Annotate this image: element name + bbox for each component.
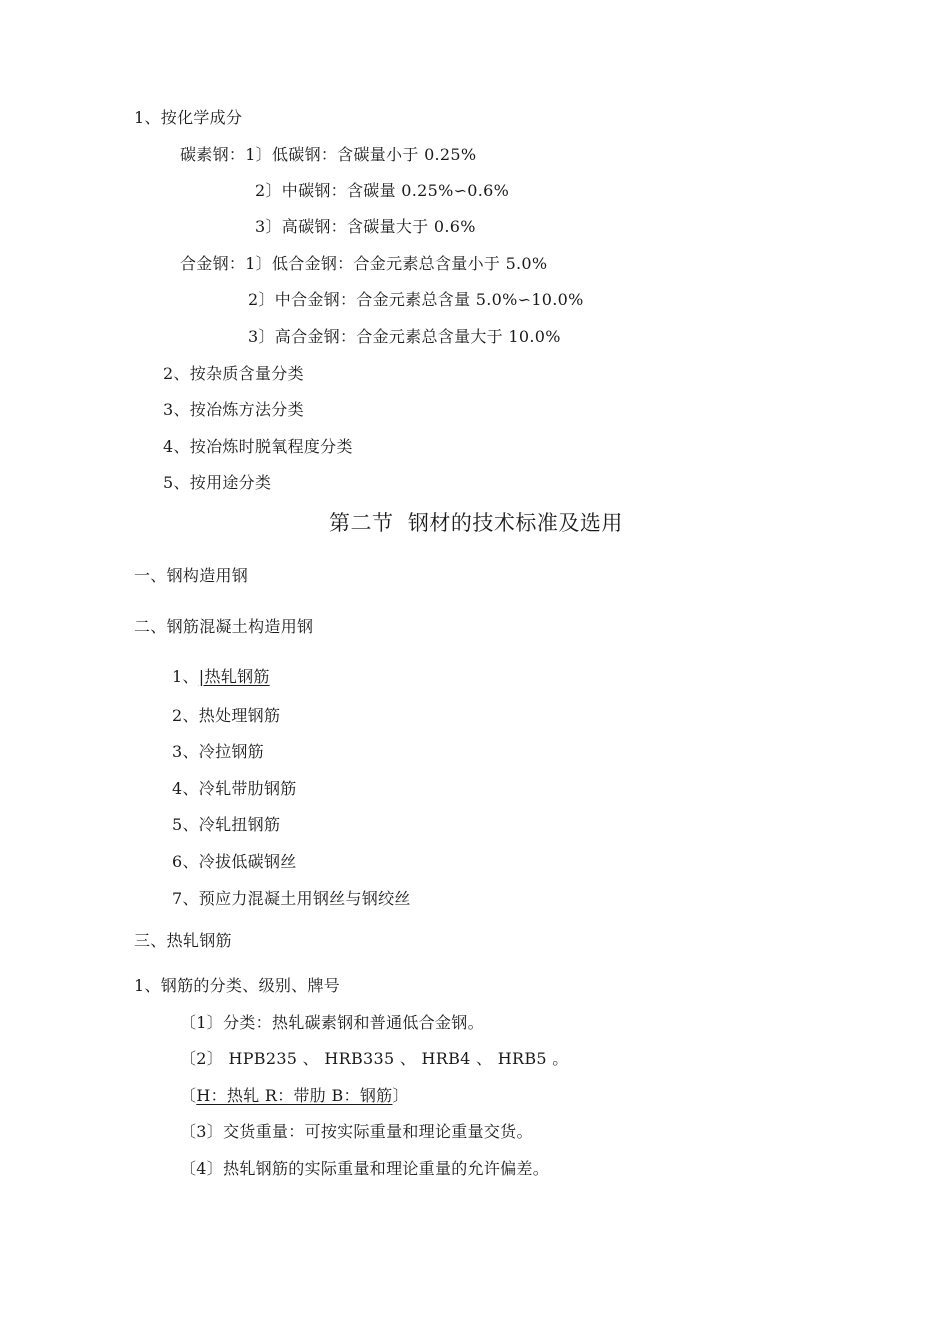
rebar-item-hot-rolled-link: |热轧钢筋 bbox=[198, 667, 270, 686]
heading-structural-steel: 一、钢构造用钢 bbox=[134, 566, 249, 585]
classification-usage: 5、按用途分类 bbox=[163, 473, 272, 492]
alloy-steel-medium: 2〕中合金钢：合金元素总含量 5.0%∽10.0% bbox=[248, 290, 584, 309]
rebar-item-cold-rolled-twisted: 5、冷轧扭钢筋 bbox=[172, 815, 281, 834]
para-classification: 〔1〕分类：热轧碳素钢和普通低合金钢。 bbox=[180, 1013, 484, 1032]
para-delivery-weight: 〔3〕交货重量：可按实际重量和理论重量交货。 bbox=[180, 1122, 533, 1141]
alloy-steel-low: 合金钢：1〕低合金钢：合金元素总含量小于 5.0% bbox=[180, 254, 548, 273]
rebar-item-cold-drawn: 3、冷拉钢筋 bbox=[172, 742, 264, 761]
carbon-steel-high: 3〕高碳钢：含碳量大于 0.6% bbox=[255, 217, 476, 236]
heading-hot-rolled-rebar: 三、热轧钢筋 bbox=[134, 931, 232, 950]
carbon-steel-medium: 2〕中碳钢：含碳量 0.25%∽0.6% bbox=[255, 181, 510, 200]
section-title: 第二节 钢材的技术标准及选用 bbox=[329, 511, 623, 535]
rebar-item-heat-treated: 2、热处理钢筋 bbox=[172, 706, 281, 725]
para-weight-deviation: 〔4〕热轧钢筋的实际重量和理论重量的允许偏差。 bbox=[180, 1159, 550, 1178]
subheading-classification: 1、钢筋的分类、级别、牌号 bbox=[134, 976, 341, 995]
heading-chemical-composition: 1、按化学成分 bbox=[134, 108, 243, 127]
grade-legend-text: H：热轧 R：带肋 B：钢筋 bbox=[196, 1086, 393, 1105]
classification-smelting: 3、按冶炼方法分类 bbox=[163, 400, 304, 419]
classification-impurity: 2、按杂质含量分类 bbox=[163, 364, 304, 383]
rebar-item-cold-drawn-wire: 6、冷拔低碳钢丝 bbox=[172, 852, 297, 871]
heading-rc-steel: 二、钢筋混凝土构造用钢 bbox=[134, 617, 314, 636]
rebar-item-cold-rolled-ribbed: 4、冷轧带肋钢筋 bbox=[172, 779, 297, 798]
para-grades: 〔2〕 HPB235 、 HRB335 、 HRB4 、 HRB5 。 bbox=[180, 1049, 569, 1068]
classification-deoxidation: 4、按冶炼时脱氧程度分类 bbox=[163, 437, 353, 456]
para-grade-legend: 〔H：热轧 R：带肋 B：钢筋〕 bbox=[180, 1086, 409, 1105]
rebar-item-number: 1、 bbox=[172, 667, 199, 686]
rebar-item-prestressed: 7、预应力混凝土用钢丝与钢绞丝 bbox=[172, 889, 411, 908]
alloy-steel-high: 3〕高合金钢：合金元素总含量大于 10.0% bbox=[248, 327, 561, 346]
rebar-item-hot-rolled bbox=[172, 667, 270, 687]
carbon-steel-low: 碳素钢：1〕低碳钢：含碳量小于 0.25% bbox=[180, 145, 477, 164]
